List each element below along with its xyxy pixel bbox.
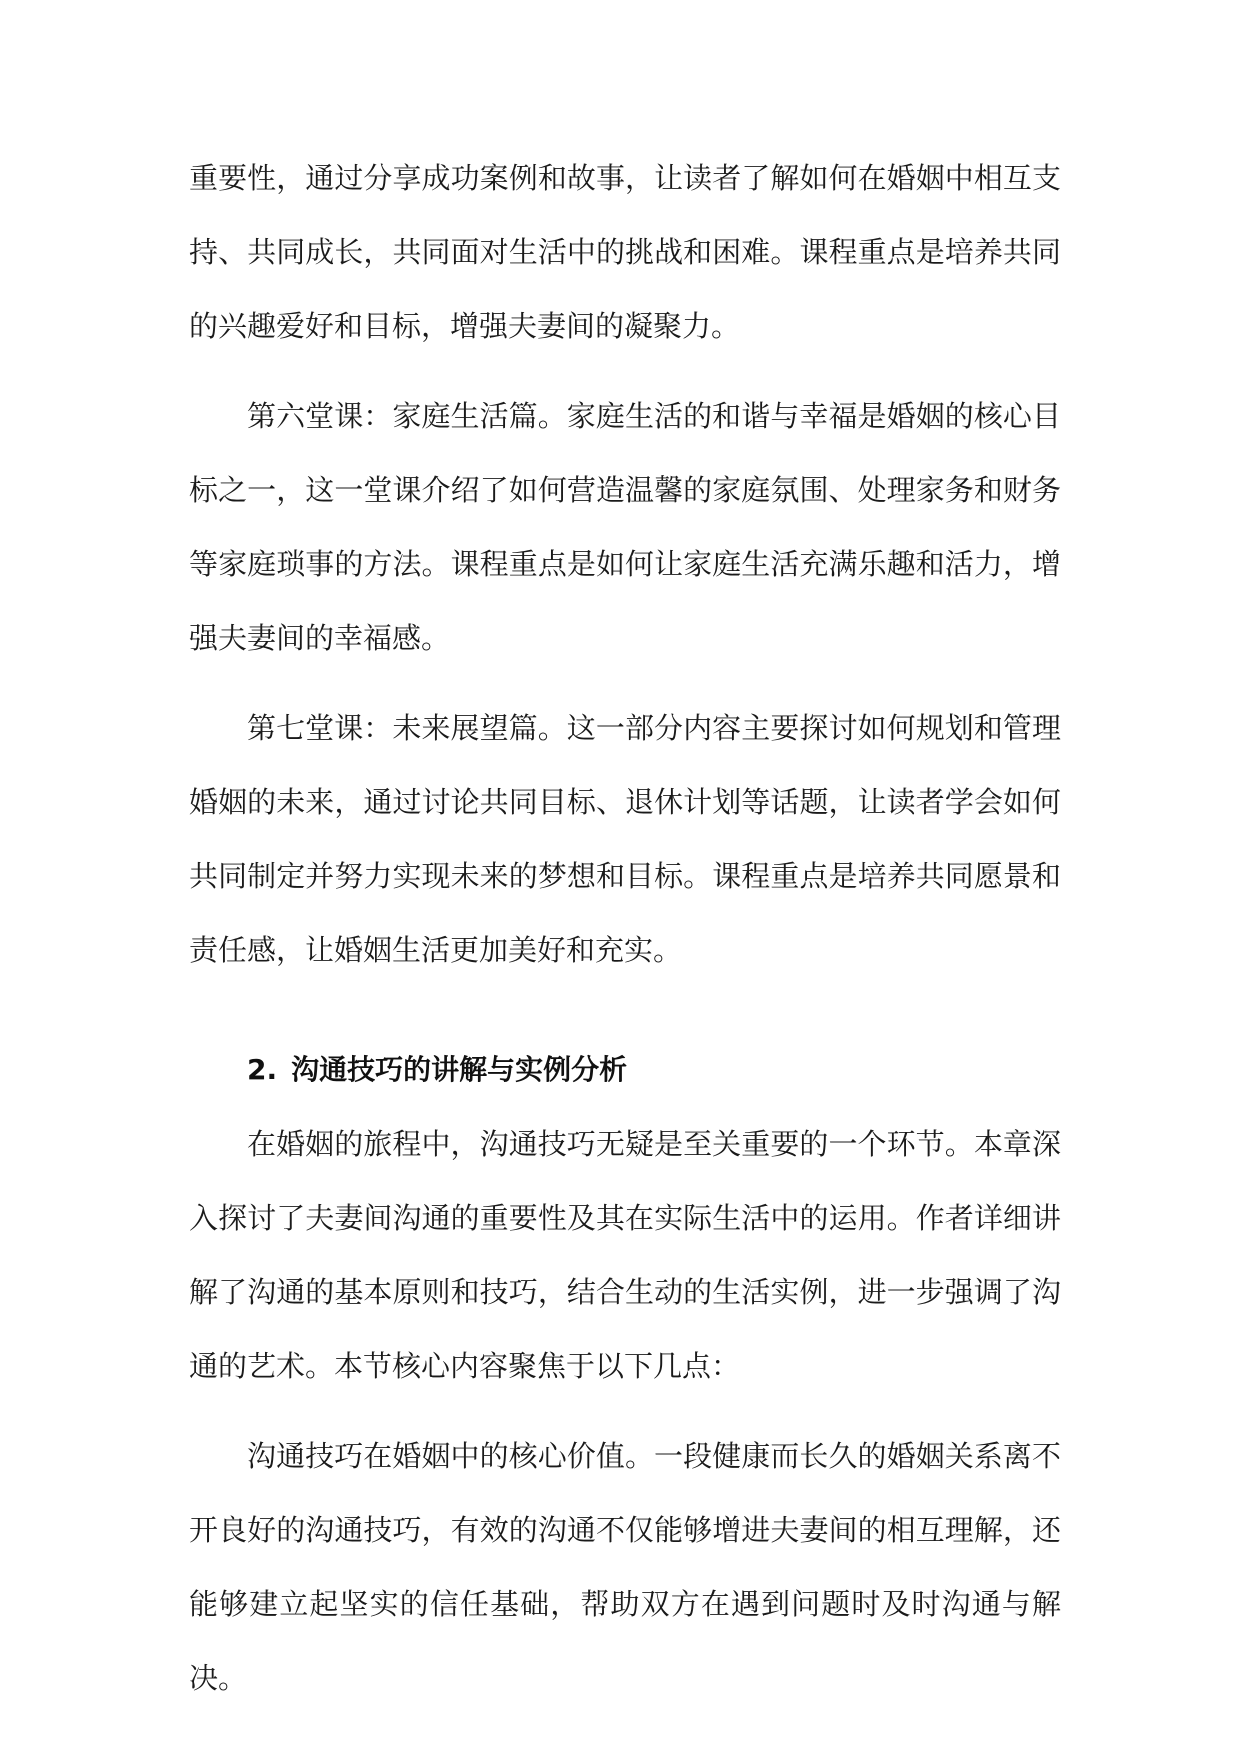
section-title: 沟通技巧的讲解与实例分析 (291, 1053, 628, 1086)
paragraph-lesson-seven: 第七堂课：未来展望篇。这一部分内容主要探讨如何规划和管理婚姻的未来，通过讨论共同目标、退休计划等话题，让读者学会如何共同制定并努力实现未来的梦想和目标。课程重点是培养共同愿景和责任感，让婚姻生活更加美好和充实。 (189, 711, 1061, 967)
paragraph-lesson-six: 第六堂课：家庭生活篇。家庭生活的和谐与幸福是婚姻的核心目标之一，这一堂课介绍了如何营造温馨的家庭氛围、处理家务和财务等家庭琐事的方法。课程重点是如何让家庭生活充满乐趣和活力，增强夫妻间的幸福感。 (189, 399, 1061, 655)
paragraph-communication-intro: 在婚姻的旅程中，沟通技巧无疑是至关重要的一个环节。本章深入探讨了夫妻间沟通的重要性及其在实际生活中的运用。作者详细讲解了沟通的基本原则和技巧，结合生动的生活实例，进一步强调了沟通的艺术。本节核心内容聚焦于以下几点： (189, 1127, 1061, 1383)
paragraph-communication-value: 沟通技巧在婚姻中的核心价值。一段健康而长久的婚姻关系离不开良好的沟通技巧，有效的沟通不仅能够增进夫妻间的相互理解，还能够建立起坚实的信任基础，帮助双方在遇到问题时及时沟通与解决。 (189, 1439, 1061, 1695)
page-content (189, 141, 1061, 1731)
paragraph-continued: 重要性，通过分享成功案例和故事，让读者了解如何在婚姻中相互支持、共同成长，共同面对生活中的挑战和困难。课程重点是培养共同的兴趣爱好和目标，增强夫妻间的凝聚力。 (189, 161, 1061, 343)
section-number: 2. (247, 1053, 278, 1086)
section-heading (189, 1033, 1061, 1107)
